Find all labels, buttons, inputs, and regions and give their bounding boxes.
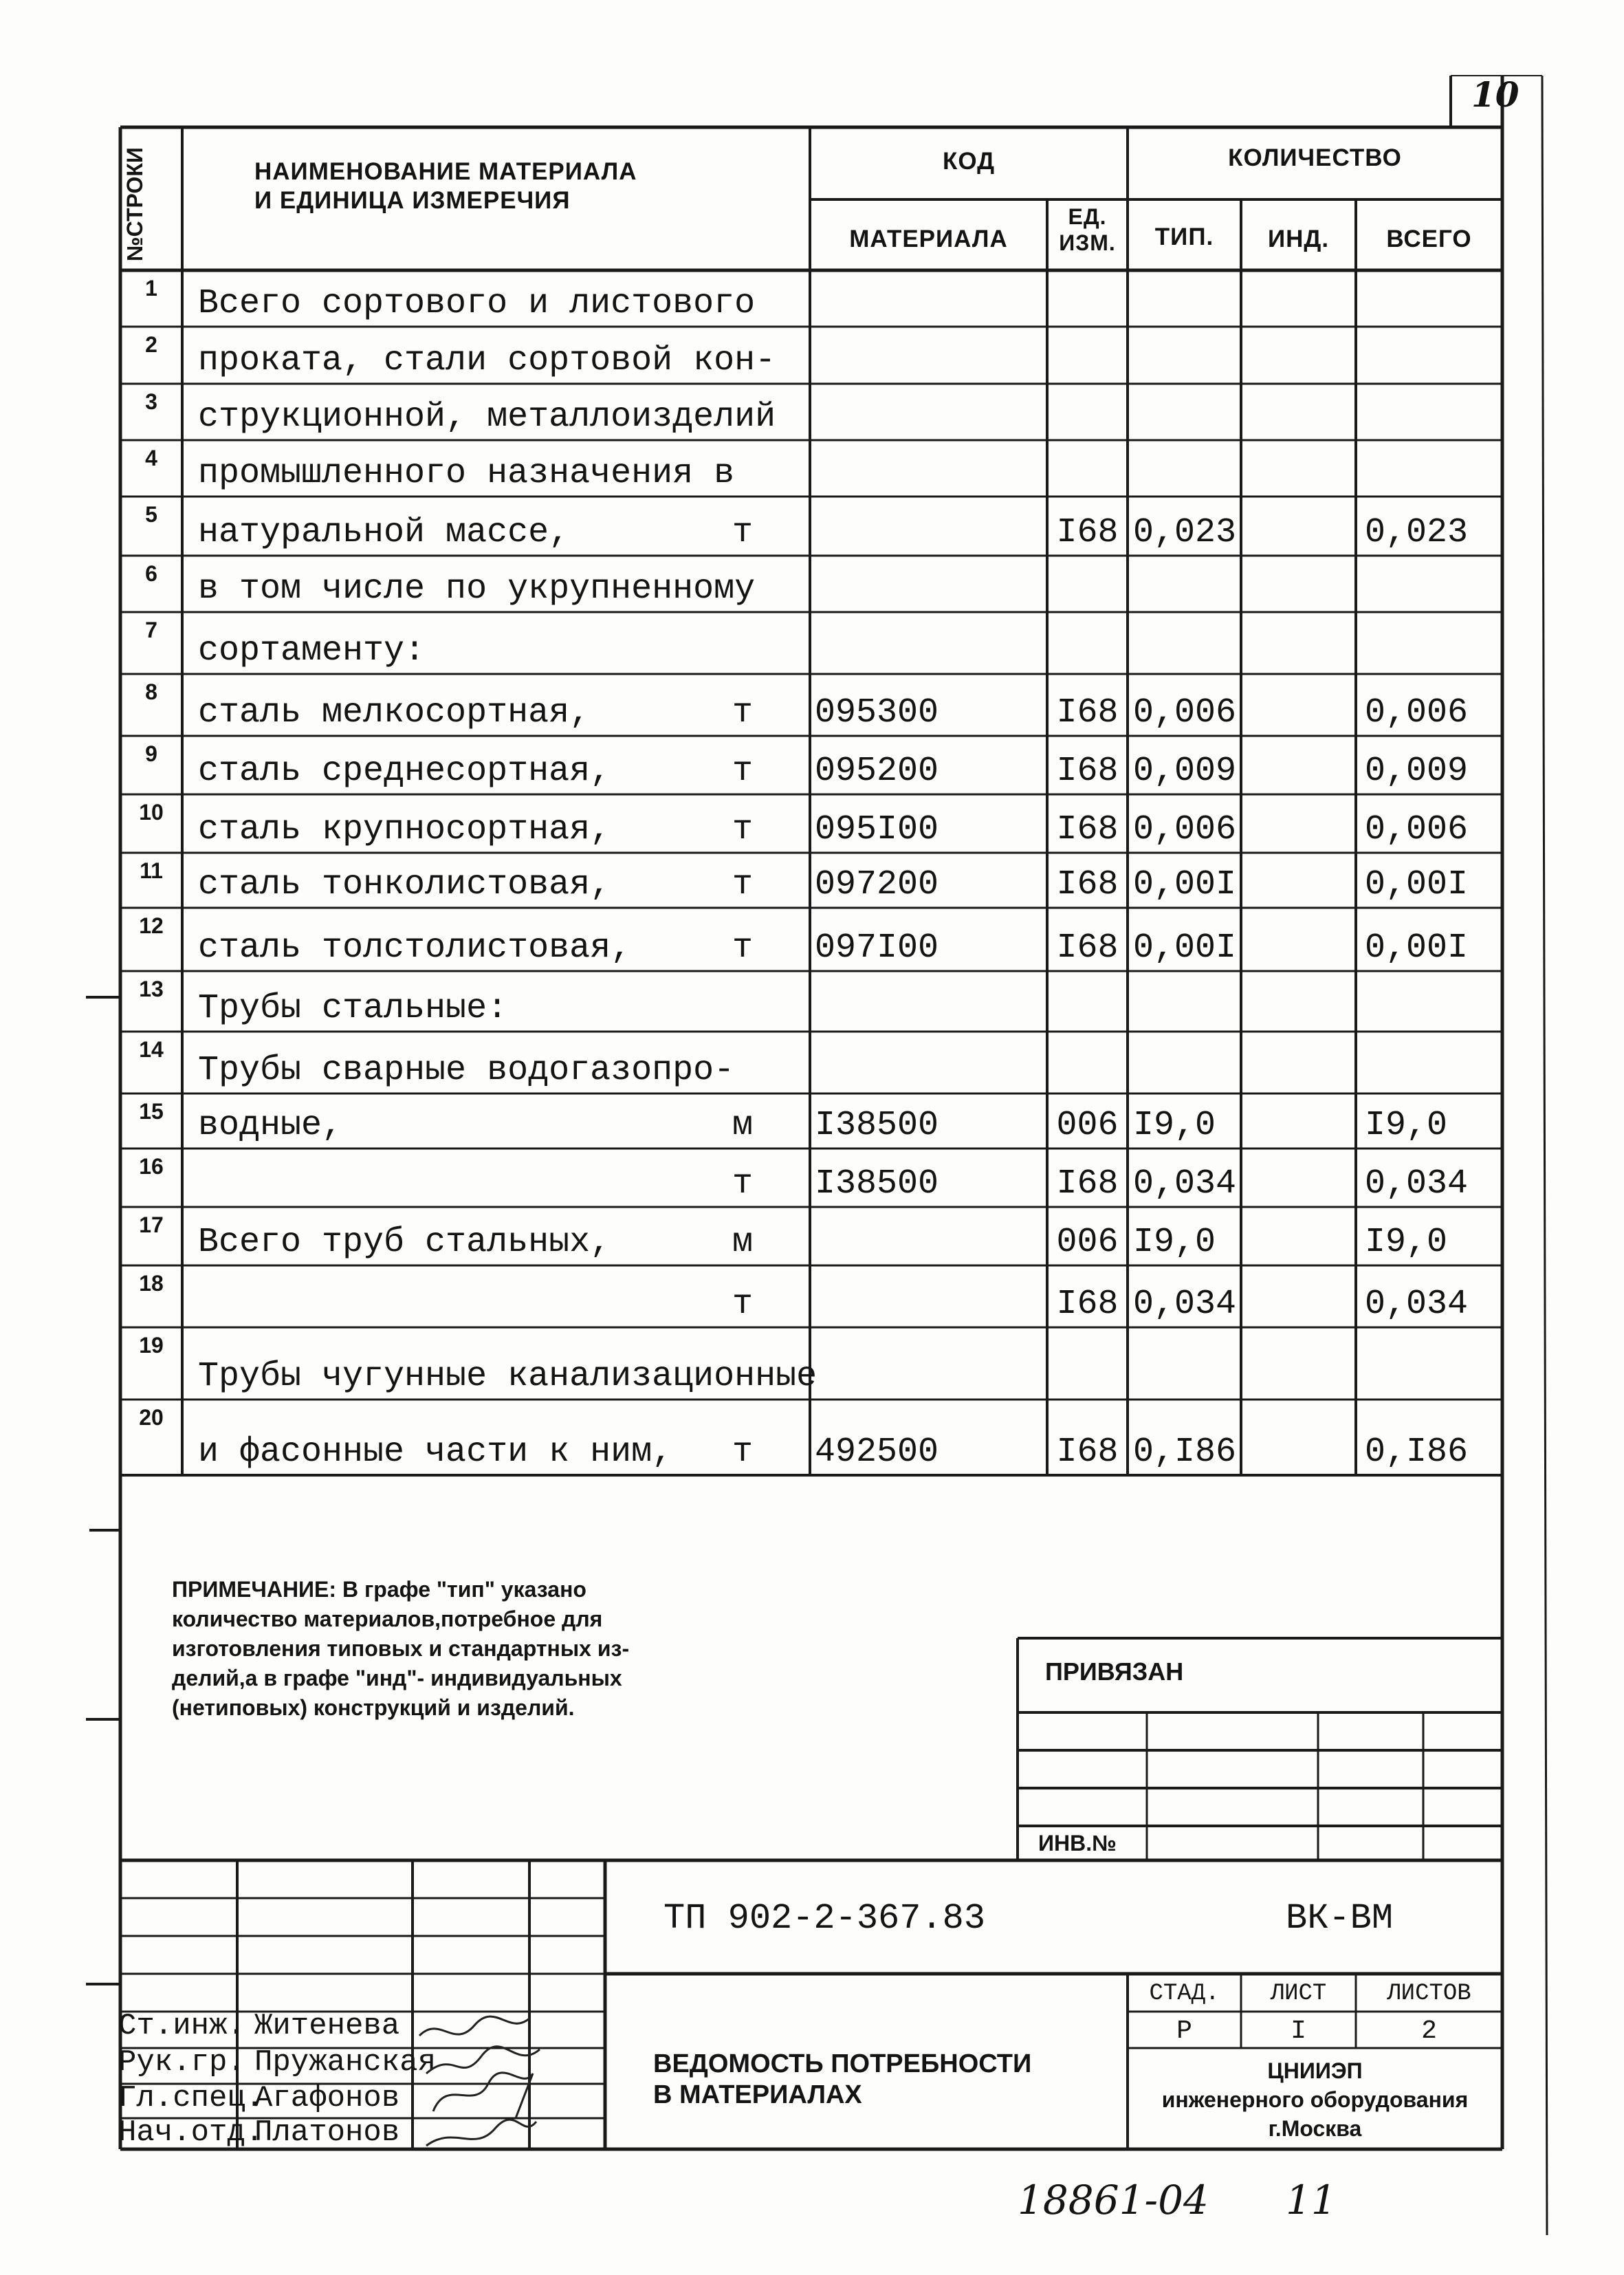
row-typ: 0,006: [1133, 810, 1237, 849]
row-total: 0,00I: [1365, 865, 1469, 904]
note-text: ПРИМЕЧАНИЕ: В графе "тип" указано количество материалов,потребное для изготовления типовых и стандартных из- делий,а в графе "инд"- индивидуальных (нетиповых) конструкций и изделий.: [172, 1577, 630, 1720]
row-number: 20: [139, 1405, 164, 1430]
row-unit: I68: [1056, 1164, 1119, 1204]
signer-role: Рук.гр.: [118, 2045, 245, 2080]
row-material-name: в том числе по укрупненному: [198, 569, 756, 609]
row-unit: 006: [1056, 1106, 1119, 1145]
archive-page: 11: [1286, 2177, 1337, 2223]
row-material-name: сталь толстолистовая,: [198, 928, 632, 968]
header-ind: ИНД.: [1267, 226, 1330, 252]
row-material-name: Трубы стальные:: [198, 989, 508, 1028]
row-number: 7: [145, 618, 157, 642]
stage-value: Р: [1176, 2016, 1192, 2046]
row-number: 6: [145, 561, 157, 586]
row-material-name: проката, стали сортовой кон-: [198, 341, 776, 380]
row-number: 15: [139, 1099, 164, 1124]
signer-name: Платонов: [254, 2115, 400, 2150]
row-total: 0,023: [1365, 513, 1469, 552]
document-mark: ВК-ВМ: [1286, 1898, 1394, 1939]
row-unit-symbol: т: [732, 865, 754, 904]
row-code: 097200: [815, 865, 939, 904]
row-number: 2: [145, 332, 157, 357]
row-material-name: водные,: [198, 1106, 343, 1145]
row-material-name: Всего труб стальных,: [198, 1223, 611, 1262]
sheets-label: ЛИСТОВ: [1387, 1981, 1471, 2007]
row-unit-symbol: т: [732, 1433, 754, 1472]
signer-role: Нач.отд.: [118, 2115, 264, 2150]
row-number: 4: [145, 446, 157, 470]
row-unit: 006: [1056, 1223, 1119, 1262]
row-unit: I68: [1056, 928, 1119, 968]
row-number: 16: [139, 1154, 164, 1179]
row-total: 0,00I: [1365, 928, 1469, 968]
row-typ: 0,034: [1133, 1285, 1237, 1324]
header-name-line1: НАИМЕНОВАНИЕ МАТЕРИАЛА: [254, 158, 637, 185]
header-quantity: КОЛИЧЕСТВО: [1228, 144, 1402, 171]
row-unit: I68: [1056, 1285, 1119, 1324]
row-typ: 0,009: [1133, 752, 1237, 791]
row-number: 3: [145, 389, 157, 414]
row-typ: 0,023: [1133, 513, 1237, 552]
row-number: 10: [139, 800, 164, 825]
row-material-name: сортаменту:: [198, 631, 426, 671]
row-unit-symbol: т: [732, 752, 754, 791]
row-total: I9,0: [1365, 1223, 1448, 1262]
row-total: 0,034: [1365, 1285, 1469, 1324]
row-number: 11: [140, 858, 163, 883]
header-code: КОД: [942, 148, 996, 175]
organization: [1128, 2056, 1502, 2143]
row-unit: I68: [1056, 513, 1119, 552]
row-material-name: Всего сортового и листового: [198, 284, 756, 323]
row-total: 0,034: [1365, 1164, 1469, 1204]
row-unit-symbol: т: [732, 810, 754, 849]
title-line1: ВЕДОМОСТЬ ПОТРЕБНОСТИ: [653, 2049, 1032, 2078]
row-material-name: Трубы чугунные канализационные: [198, 1357, 818, 1396]
sheets-value: 2: [1421, 2016, 1437, 2046]
row-number: 5: [145, 502, 157, 527]
row-number: 8: [145, 679, 157, 704]
signature-scribbles: [413, 2008, 550, 2159]
row-number: 14: [139, 1037, 164, 1062]
row-code: 492500: [815, 1433, 939, 1472]
row-number: 19: [139, 1333, 164, 1358]
row-total: 0,I86: [1365, 1433, 1469, 1472]
row-unit-symbol: т: [732, 928, 754, 968]
inventory-label: ИНВ.№: [1038, 1831, 1117, 1855]
row-number: 9: [145, 741, 157, 766]
signer-role: Ст.инж.: [118, 2009, 245, 2043]
row-unit: I68: [1056, 752, 1119, 791]
row-material-name: Трубы сварные водогазопро-: [198, 1051, 735, 1090]
row-unit-symbol: м: [732, 1223, 754, 1262]
row-typ: I9,0: [1133, 1106, 1216, 1145]
row-material-name: сталь тонколистовая,: [198, 865, 611, 904]
row-number: 13: [139, 977, 164, 1001]
title-line2: В МАТЕРИАЛАХ: [653, 2080, 862, 2109]
row-number: 12: [139, 913, 164, 938]
row-code: I38500: [815, 1106, 939, 1145]
sheet-label: ЛИСТ: [1270, 1981, 1327, 2007]
row-code: 095I00: [815, 810, 939, 849]
row-unit-symbol: м: [732, 1106, 754, 1145]
row-total: I9,0: [1365, 1106, 1448, 1145]
row-number: 18: [139, 1271, 164, 1296]
row-total: 0,006: [1365, 693, 1469, 732]
row-material-name: промышленного назначения в: [198, 454, 735, 493]
row-typ: 0,00I: [1133, 928, 1237, 968]
signer-name: Житенева: [254, 2009, 400, 2043]
row-material-name: натуральной массе,: [198, 513, 570, 552]
signer-name: Пружанская: [254, 2045, 437, 2080]
header-material: МАТЕРИАЛА: [849, 226, 1008, 252]
row-material-name: сталь крупносортная,: [198, 810, 611, 849]
row-typ: 0,034: [1133, 1164, 1237, 1204]
row-unit: I68: [1056, 693, 1119, 732]
header-unit-line2: ИЗМ.: [1059, 230, 1116, 255]
row-number: 1: [145, 276, 157, 301]
header-unit: [1047, 204, 1128, 256]
row-unit-symbol: т: [732, 1285, 754, 1324]
binding-title: ПРИВЯЗАН: [1045, 1657, 1184, 1686]
document-number: ТП 902-2-367.83: [663, 1898, 986, 1939]
row-material-name: сталь среднесортная,: [198, 752, 611, 791]
header-total: ВСЕГО: [1386, 226, 1472, 252]
row-number: 17: [139, 1212, 164, 1237]
row-typ: 0,006: [1133, 693, 1237, 732]
row-unit-symbol: т: [732, 1164, 754, 1204]
organization-city: г.Москва: [1268, 2116, 1362, 2141]
row-typ: 0,I86: [1133, 1433, 1237, 1472]
row-unit: I68: [1056, 810, 1119, 849]
row-total: 0,009: [1365, 752, 1469, 791]
row-code: 095200: [815, 752, 939, 791]
signer-name: Агафонов: [254, 2081, 400, 2115]
sheet-value: I: [1291, 2016, 1306, 2046]
row-typ: 0,00I: [1133, 865, 1237, 904]
page-number: 10: [1471, 74, 1519, 115]
header-typ: ТИП.: [1154, 224, 1214, 250]
row-material-name: и фасонные части к ним,: [198, 1433, 673, 1472]
row-code: 097I00: [815, 928, 939, 968]
row-code: 095300: [815, 693, 939, 732]
row-unit-symbol: т: [732, 693, 754, 732]
row-unit-symbol: т: [732, 513, 754, 552]
organization-dept: инженерного оборудования: [1161, 2087, 1469, 2112]
header-name-line2: И ЕДИНИЦА ИЗМЕРЕЧИЯ: [254, 187, 571, 214]
stage-label: СТАД.: [1149, 1981, 1220, 2007]
row-typ: I9,0: [1133, 1223, 1216, 1262]
organization-name: ЦНИИЭП: [1267, 2058, 1363, 2083]
signer-role: Гл.спец.: [118, 2081, 264, 2115]
row-unit: I68: [1056, 1433, 1119, 1472]
row-total: 0,006: [1365, 810, 1469, 849]
header-unit-line1: ЕД.: [1068, 204, 1107, 229]
row-code: I38500: [815, 1164, 939, 1204]
row-material-name: струкционной, металлоизделий: [198, 398, 776, 437]
row-unit: I68: [1056, 865, 1119, 904]
row-material-name: сталь мелкосортная,: [198, 693, 591, 732]
archive-number: 18861-04: [1018, 2177, 1209, 2223]
